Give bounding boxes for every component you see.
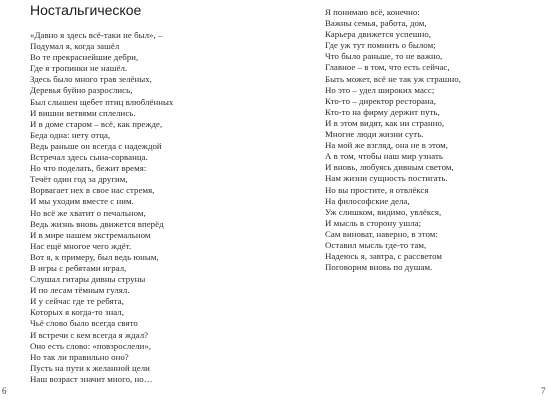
poem-line: Оставил мысль где-то там, [325, 239, 427, 250]
poem-line: Сам виноват, наверно, в этом: [325, 228, 438, 239]
poem-line: Ведь раньше он всегда с надеждой [30, 140, 162, 151]
poem-line: Наш возраст значит много, но… [30, 373, 153, 384]
poem-line: На мой же взгляд, она не в этом, [325, 140, 448, 151]
poem-line: Беда одна: нету отца, [30, 129, 111, 140]
poem-text-right [325, 7, 461, 273]
poem-line: Нам жизни сущность постигать. [325, 173, 448, 184]
right-page [275, 0, 550, 402]
poem-line: Что было раньше, то не важно, [325, 51, 443, 62]
poem-line: Но вы простите, я отвлёкся [325, 184, 429, 195]
poem-line: Важны семья, работа, дом, [325, 18, 427, 29]
poem-line: И вновь, любуясь дивным светом, [325, 162, 454, 173]
poem-line: Многие люди жизни суть. [325, 129, 424, 140]
poem-line: Ворвагает нех в свое нас стремя, [30, 185, 155, 196]
poem-line: Кто-то – директор ресторана, [325, 95, 436, 106]
poem-line: И у сейчас где те ребята, [30, 296, 124, 307]
poem-line: Кто-то на фирму держит путь, [325, 106, 440, 117]
poem-line: Подумал я, когда зашёл [30, 41, 120, 52]
poem-line: Надеюсь я, завтра, с рассветом [325, 251, 442, 262]
poem-line: И мы уходим вместе с ним. [30, 196, 134, 207]
poem-line: Встречал здесь сына-сорванца. [30, 152, 148, 163]
poem-line: И в мире нашем экстремальном [30, 229, 151, 240]
poem-line: И в доме старом – всё, как прежде, [30, 118, 163, 129]
page-number-right: 7 [541, 386, 546, 396]
poem-line: Но всё же хватит о печальном, [30, 207, 146, 218]
poem-line: «Давно я здесь всё-таки не был», – [30, 30, 163, 40]
poem-line: Где я тропинки не нашёл. [30, 63, 128, 74]
poem-line: Течёт один год за другим, [30, 174, 128, 185]
poem-line: И в этом видят, как ни странно, [325, 117, 445, 128]
poem-line: Но что поделать, бежит время: [30, 163, 147, 174]
poem-line: На философские дела, [325, 195, 410, 206]
poem-line: Которых я когда-то знал, [30, 307, 124, 318]
poem-line: А в том, чтобы наш мир узнать [325, 151, 443, 162]
poem-line: Здесь было много трав зелёных, [30, 74, 152, 85]
poem-line: Главное – в том, что есть сейчас, [325, 62, 450, 73]
poem-line: И по лесам тёмным гулял. [30, 285, 130, 296]
poem-text-left [30, 30, 173, 385]
poem-line: Быть может, всё не так уж страшно, [325, 73, 461, 84]
poem-line: Поговорим вновь по душам. [325, 262, 433, 273]
poem-line: Я понимаю всё, конечно: [325, 7, 420, 17]
poem-line: Был слышен щебет птиц влюблённых [30, 96, 174, 107]
poem-line: Нас ещё многое чего ждёт. [30, 240, 132, 251]
poem-line: Вот я, к примеру, был ведь юным, [30, 251, 159, 262]
poem-line: Оно есть слово: «повзрослели», [30, 340, 152, 351]
poem-line: Но это – удел широких масс; [325, 84, 435, 95]
poem-line: Где уж тут помнить о былом; [325, 40, 436, 51]
poem-line: Во те прекраснейшие дебри, [30, 52, 139, 63]
poem-line: Уж слишком, видимо, увлёкся, [325, 206, 442, 217]
poem-line: Ведь жизнь вновь движется вперёд [30, 218, 164, 229]
poem-title: Ностальгическое [30, 2, 142, 18]
poem-line: Карьера движется успешно, [325, 29, 432, 40]
poem-line: Но так ли правильно оно? [30, 351, 129, 362]
poem-line: Чьё слово было всегда свято [30, 318, 138, 329]
poem-line: Деревья буйно разрослись, [30, 85, 133, 96]
poem-line: И мысль в сторону ушла; [325, 217, 422, 228]
poem-line: Слушал гитары дивны струны [30, 274, 146, 285]
poem-line: Пусть на пути к желанной цели [30, 362, 150, 373]
page-number-left: 6 [2, 386, 7, 396]
poem-line: В игры с ребятами играл, [30, 262, 127, 273]
poem-line: И вишни ветвями сплелись. [30, 107, 136, 118]
poem-line: И встречи с кем всегда я ждал? [30, 329, 149, 340]
